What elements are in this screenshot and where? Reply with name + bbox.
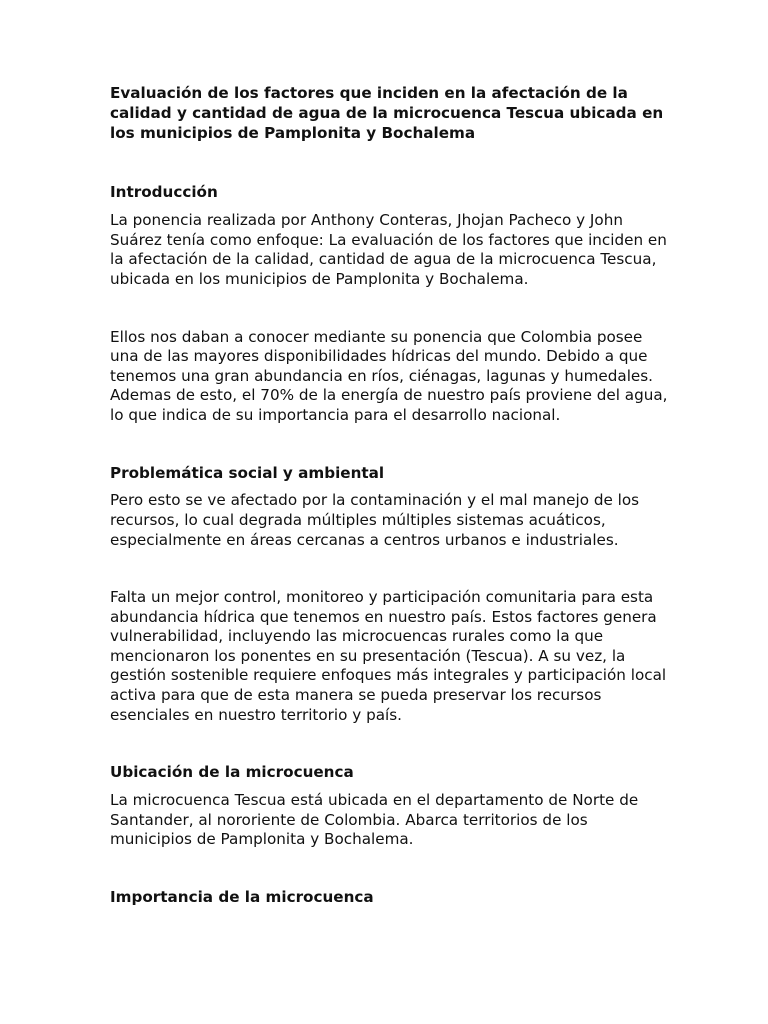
section-heading-introduccion: Introducción [110,183,218,202]
section-heading-ubicacion: Ubicación de la microcuenca [110,763,354,782]
paragraph: Pero esto se ve afectado por la contaminación y el mal manejo de los recursos, lo cual degrada múltiples múltiples sistemas acuáticos, especialmente en áreas cercanas a centros urbanos e industriales. [110,491,640,549]
paragraph: Ellos nos daban a conocer mediante su ponencia que Colombia posee una de las mayores disponibilidades hídricas del mundo. Debido a que tenemos una gran abundancia en ríos, ciénagas, lagunas y humedales. Ademas de esto, el 70% de la energía de nuestro país proviene del agua, lo que indica de su importancia para el desarrollo nacional. [110,327,668,424]
document-title: Evaluación de los factores que inciden en la afectación de la calidad y cantidad de agua de la microcuenca Tescua ubicada en los municipios de Pamplonita y Bochalema [110,84,664,142]
section-heading-problematica: Problemática social y ambiental [110,463,385,482]
paragraph: La ponencia realizada por Anthony Conteras, Jhojan Pacheco y John Suárez tenía como enfoque: La evaluación de los factores que inciden en la afectación de la calidad, cantidad de agua de la microcuenca Tescua, ubicada en los municipios de Pamplonita y Bochalema. [110,211,667,288]
document-page [110,84,670,908]
paragraph: La microcuenca Tescua está ubicada en el departamento de Norte de Santander, al nororiente de Colombia. Abarca territorios de los municipios de Pamplonita y Bochalema. [110,791,639,849]
section-heading-importancia: Importancia de la microcuenca [110,887,374,906]
paragraph: Falta un mejor control, monitoreo y participación comunitaria para esta abundancia hídrica que tenemos en nuestro país. Estos factores genera vulnerabilidad, incluyendo las microcuencas rurales como la que mencionaron los ponentes en su presentación (Tescua). A su vez, la gestión sostenible requiere enfoques más integrales y participación local activa para que de esta manera se pueda preservar los recursos esenciales en nuestro territorio y país. [110,588,667,724]
